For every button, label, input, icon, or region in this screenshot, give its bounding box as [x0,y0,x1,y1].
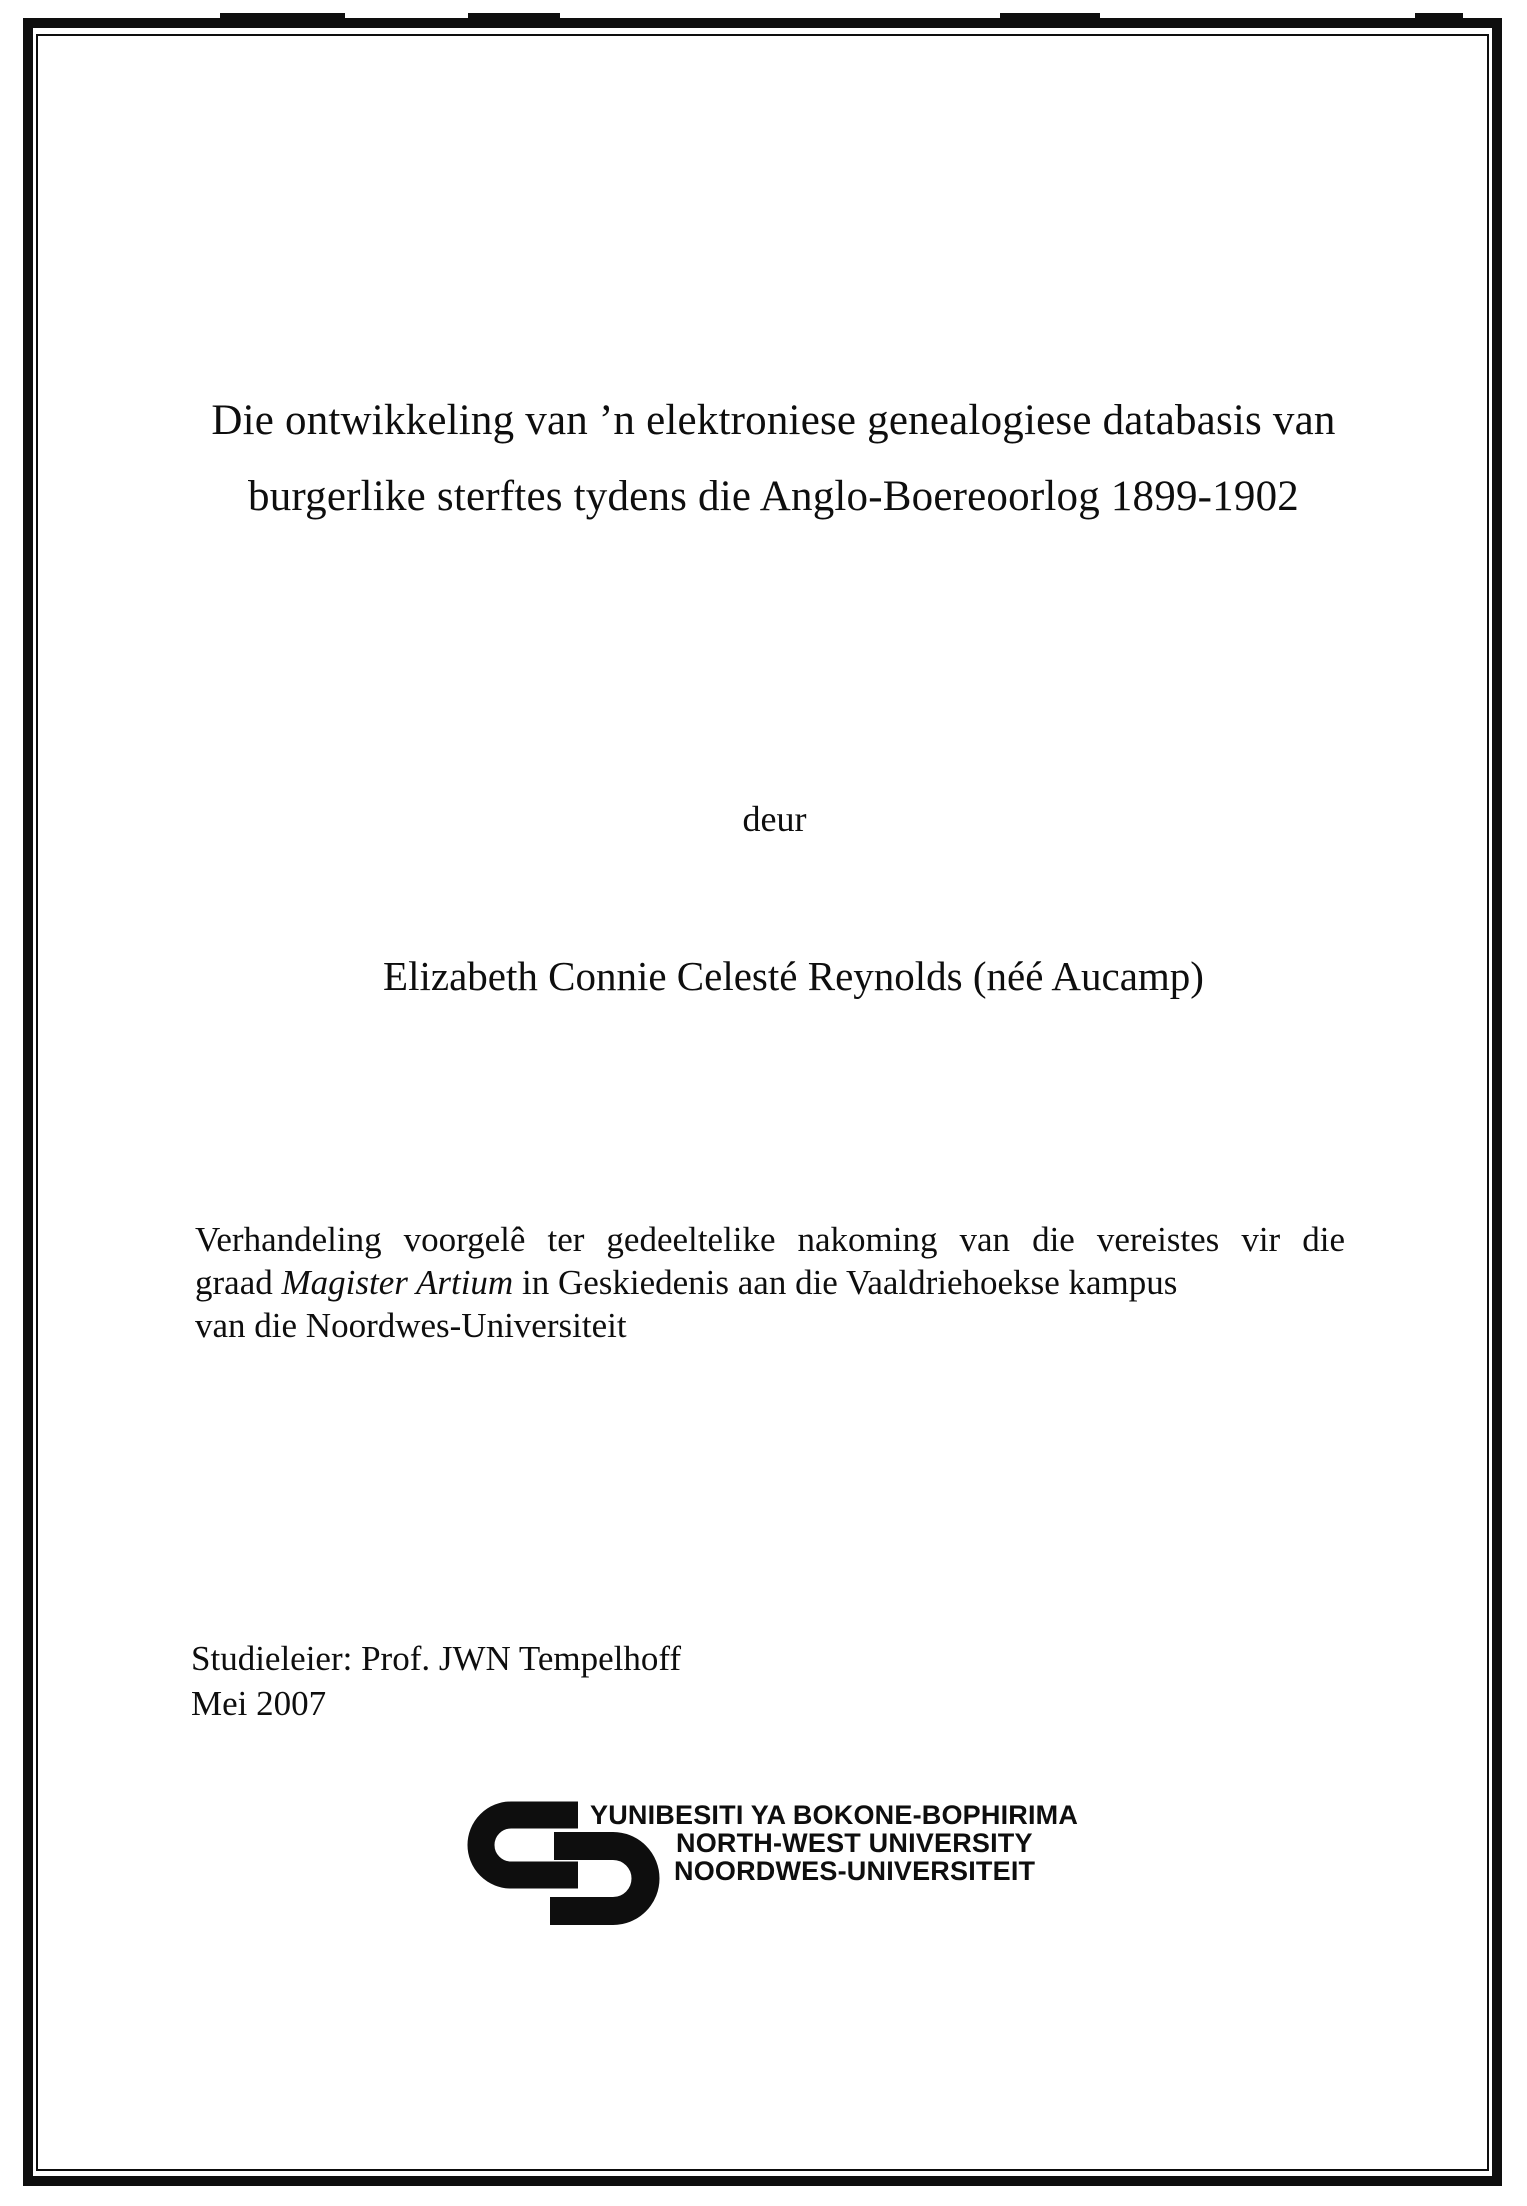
thesis-title-line1: Die ontwikkeling van ’n elektroniese genealogiese databasis van [211,397,1336,444]
degree-name-italic: Magister Artium [281,1263,514,1302]
date-line: Mei 2007 [191,1684,327,1723]
byline: deur [742,799,807,839]
university-name-setswana: YUNIBESITI YA BOKONE-BOPHIRIMA [590,1800,1079,1830]
submission-statement-line2 [195,1261,1345,1304]
thesis-title-line2: burgerlike sterftes tydens die Anglo-Boereoorlog 1899-1902 [248,473,1299,520]
supervisor-block [191,1636,1091,1726]
university-name-afrikaans: NOORDWES-UNIVERSITEIT [674,1856,1036,1886]
submission-statement-line1: Verhandeling voorgelê ter gedeeltelike nakoming van die vereistes vir die [195,1220,1345,1259]
submission-statement-line3: van die Noordwes-Universiteit [195,1306,627,1345]
statement-line2-suffix: in Geskiedenis aan die Vaaldriehoekse kampus [513,1263,1178,1302]
supervisor-line: Studieleier: Prof. JWN Tempelhoff [191,1639,682,1678]
thesis-title [10,383,1527,535]
university-name-english: NORTH-WEST UNIVERSITY [676,1828,1033,1858]
submission-statement [195,1218,1345,1347]
statement-line2-prefix: graad [195,1263,282,1302]
author-name: Elizabeth Connie Celesté Reynolds (néé Aucamp) [383,953,1204,999]
